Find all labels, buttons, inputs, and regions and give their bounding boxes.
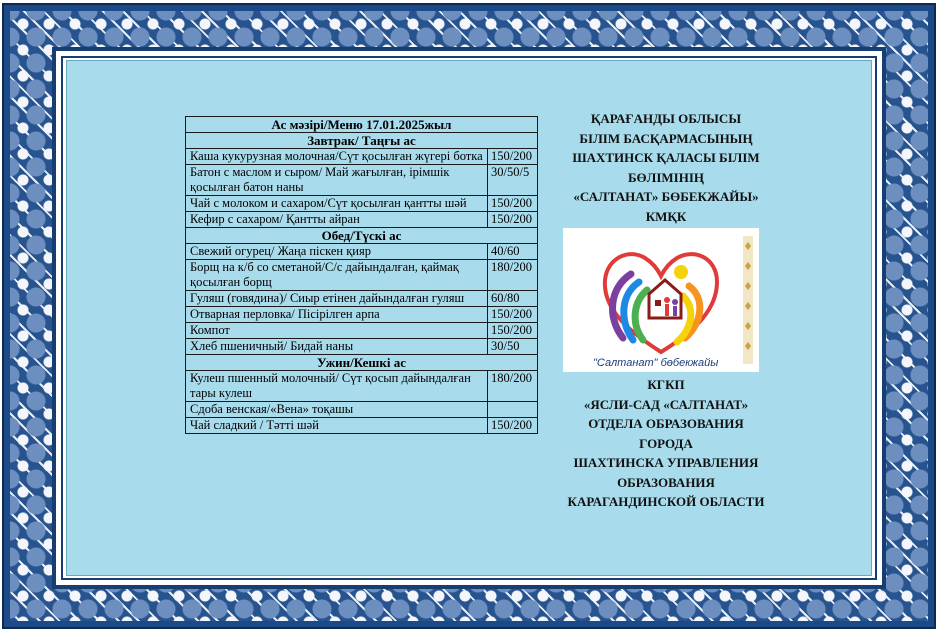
- section-header-dinner: Ужин/Кешкі ас: [186, 355, 538, 371]
- dish-portion: 60/80: [488, 291, 538, 307]
- dish-name: Кулеш пшенный молочный/ Сүт қосып дайындалған тары кулеш: [186, 371, 488, 402]
- section-header-breakfast: Завтрак/ Таңғы ас: [186, 133, 538, 149]
- section-header-lunch: Обед/Түскі ас: [186, 228, 538, 244]
- table-row: [186, 402, 538, 418]
- dish-name: Борщ на к/б со сметаной/С/с дайындалған, қаймақ қосылған борщ: [186, 260, 488, 291]
- dish-portion: 150/200: [488, 212, 538, 228]
- org-ru-line: «ЯСЛИ-САД «САЛТАНАТ»: [583, 396, 749, 412]
- dish-name: Каша кукурузная молочная/Сүт қосылған жүгері ботка: [186, 149, 488, 165]
- dish-portion: 40/60: [488, 244, 538, 260]
- table-row: [186, 212, 538, 228]
- dish-portion: 150/200: [488, 196, 538, 212]
- dish-name: Свежий огурец/ Жаңа піскен қияр: [186, 244, 488, 260]
- table-row: [186, 418, 538, 434]
- dish-name: Отварная перловка/ Пісірілген арпа: [186, 307, 488, 323]
- organization-name-kazakh: [537, 109, 795, 226]
- table-row: [186, 323, 538, 339]
- logo-caption: "Салтанат" бөбекжайы: [593, 357, 719, 369]
- sun-icon: [674, 265, 688, 279]
- person-body-icon: [673, 306, 677, 316]
- dish-portion: 180/200: [488, 371, 538, 402]
- kindergarten-logo: [563, 228, 759, 372]
- table-row: [186, 165, 538, 196]
- org-ru-line: ОБРАЗОВАНИЯ: [617, 474, 715, 490]
- dish-name: Батон с маслом и сыром/ Май жағылған, ірімшік қосылған батон наны: [186, 165, 488, 196]
- dish-name: Кефир с сахаром/ Қантты айран: [186, 212, 488, 228]
- table-row: [186, 196, 538, 212]
- org-ru-line: КАРАГАНДИНСКОЙ ОБЛАСТИ: [567, 494, 765, 509]
- table-row: [186, 149, 538, 165]
- dish-portion: 150/200: [488, 149, 538, 165]
- org-kz-line: ҚАРАҒАНДЫ ОБЛЫСЫ: [590, 111, 742, 126]
- dish-portion: 30/50/5: [488, 165, 538, 196]
- table-row: [186, 307, 538, 323]
- org-ru-line: ГОРОДА: [639, 435, 693, 451]
- dish-portion: [488, 402, 538, 418]
- content-panel: [66, 60, 872, 576]
- table-row: [186, 244, 538, 260]
- dish-name: Хлеб пшеничный/ Бидай наны: [186, 339, 488, 355]
- dish-name: Чай с молоком и сахаром/Сүт қосылған қантты шәй: [186, 196, 488, 212]
- menu-table: [185, 116, 538, 434]
- dish-portion: 150/200: [488, 307, 538, 323]
- org-kz-line: БІЛІМ БАСҚАРМАСЫНЫҢ: [579, 130, 753, 146]
- dish-name: Сдоба венская/«Вена» тоқашы: [186, 402, 488, 418]
- logo-heart-house-icon: [563, 228, 759, 372]
- person-body-icon: [665, 304, 669, 316]
- table-row: [186, 260, 538, 291]
- org-kz-line: «САЛТАНАТ» БӨБЕКЖАЙЫ»: [573, 189, 759, 204]
- menu-title: Ас мәзірі/Меню 17.01.2025жыл: [186, 117, 538, 133]
- org-kz-line: ШАХТИНСК ҚАЛАСЫ БІЛІМ: [572, 150, 760, 165]
- dish-portion: 150/200: [488, 323, 538, 339]
- org-ru-line: ОТДЕЛА ОБРАЗОВАНИЯ: [588, 416, 744, 431]
- person-head-icon: [672, 299, 678, 305]
- org-ru-line: ШАХТИНСКА УПРАВЛЕНИЯ: [573, 455, 759, 470]
- rainbow-green-stroke: [635, 290, 647, 340]
- org-kz-line: КМҚК: [645, 208, 687, 224]
- organization-name-russian: [537, 375, 795, 512]
- dish-name: Компот: [186, 323, 488, 339]
- org-ru-line: КГКП: [647, 377, 685, 392]
- table-row: [186, 339, 538, 355]
- dish-portion: 150/200: [488, 418, 538, 434]
- org-kz-line: БӨЛІМІНІҢ: [627, 169, 705, 185]
- dish-portion: 180/200: [488, 260, 538, 291]
- dish-portion: 30/50: [488, 339, 538, 355]
- house-window-icon: [655, 300, 661, 306]
- dish-name: Гуляш (говядина)/ Сиыр етінен дайындалған гуляш: [186, 291, 488, 307]
- table-row: [186, 291, 538, 307]
- dish-name: Чай сладкий / Тәтті шәй: [186, 418, 488, 434]
- person-head-icon: [664, 297, 670, 303]
- table-row: [186, 371, 538, 402]
